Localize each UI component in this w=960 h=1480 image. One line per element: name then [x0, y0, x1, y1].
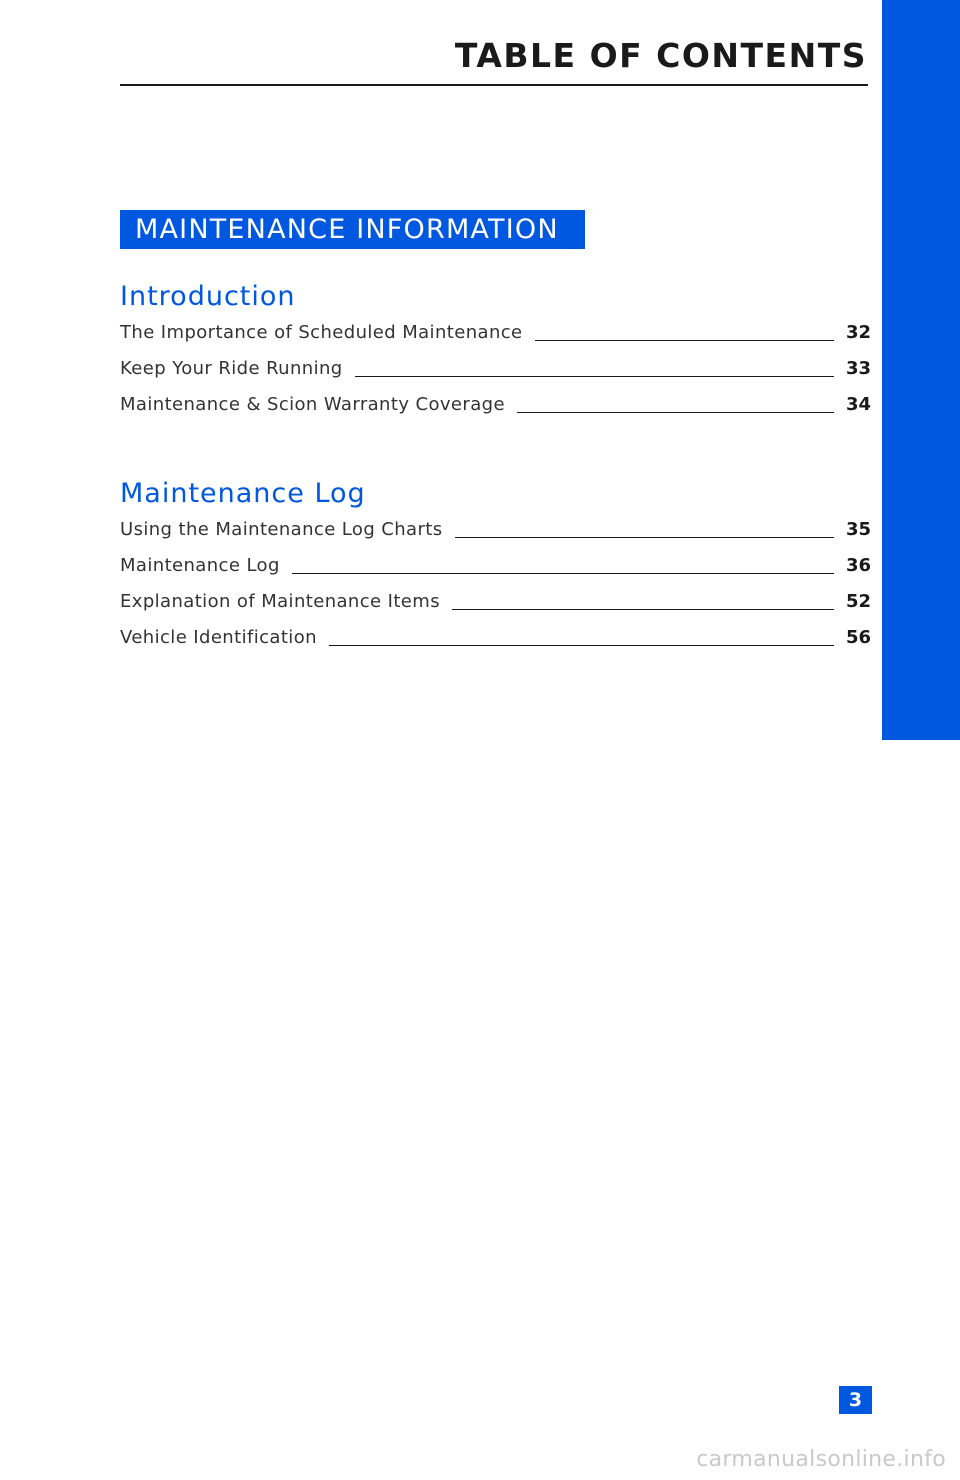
toc-list-maintenance-log: [120, 519, 872, 663]
side-tab-bar: [882, 0, 960, 740]
toc-leader-line: [292, 573, 834, 574]
toc-entry[interactable]: [120, 519, 872, 555]
toc-entry-label: Maintenance & Scion Warranty Coverage: [120, 394, 505, 415]
toc-entry-page: 52: [846, 591, 872, 612]
toc-entry-page: 34: [846, 394, 872, 415]
section-banner: MAINTENANCE INFORMATION: [120, 210, 585, 249]
toc-entry-label: Keep Your Ride Running: [120, 358, 343, 379]
page-title: TABLE OF CONTENTS: [454, 36, 867, 75]
toc-entry-label: Vehicle Identification: [120, 627, 317, 648]
toc-entry-label: Maintenance Log: [120, 555, 280, 576]
toc-leader-line: [455, 537, 834, 538]
toc-entry-page: 56: [846, 627, 872, 648]
toc-leader-line: [517, 412, 834, 413]
toc-entry[interactable]: [120, 322, 872, 358]
watermark-text: carmanualsonline.info: [696, 1447, 946, 1472]
toc-entry[interactable]: [120, 358, 872, 394]
group-heading-introduction: Introduction: [120, 281, 296, 312]
toc-entry-page: 33: [846, 358, 872, 379]
toc-leader-line: [355, 376, 834, 377]
toc-entry[interactable]: [120, 394, 872, 430]
toc-entry[interactable]: [120, 591, 872, 627]
toc-entry-page: 32: [846, 322, 872, 343]
toc-entry[interactable]: [120, 555, 872, 591]
group-heading-maintenance-log: Maintenance Log: [120, 478, 366, 509]
toc-entry-label: The Importance of Scheduled Maintenance: [120, 322, 523, 343]
toc-entry[interactable]: [120, 627, 872, 663]
toc-leader-line: [452, 609, 834, 610]
page-number-badge: 3: [839, 1386, 872, 1414]
toc-entry-label: Using the Maintenance Log Charts: [120, 519, 443, 540]
title-rule: [120, 84, 868, 86]
toc-leader-line: [535, 340, 834, 341]
toc-entry-page: 36: [846, 555, 872, 576]
toc-list-introduction: [120, 322, 872, 430]
toc-entry-page: 35: [846, 519, 872, 540]
toc-entry-label: Explanation of Maintenance Items: [120, 591, 440, 612]
toc-leader-line: [329, 645, 834, 646]
